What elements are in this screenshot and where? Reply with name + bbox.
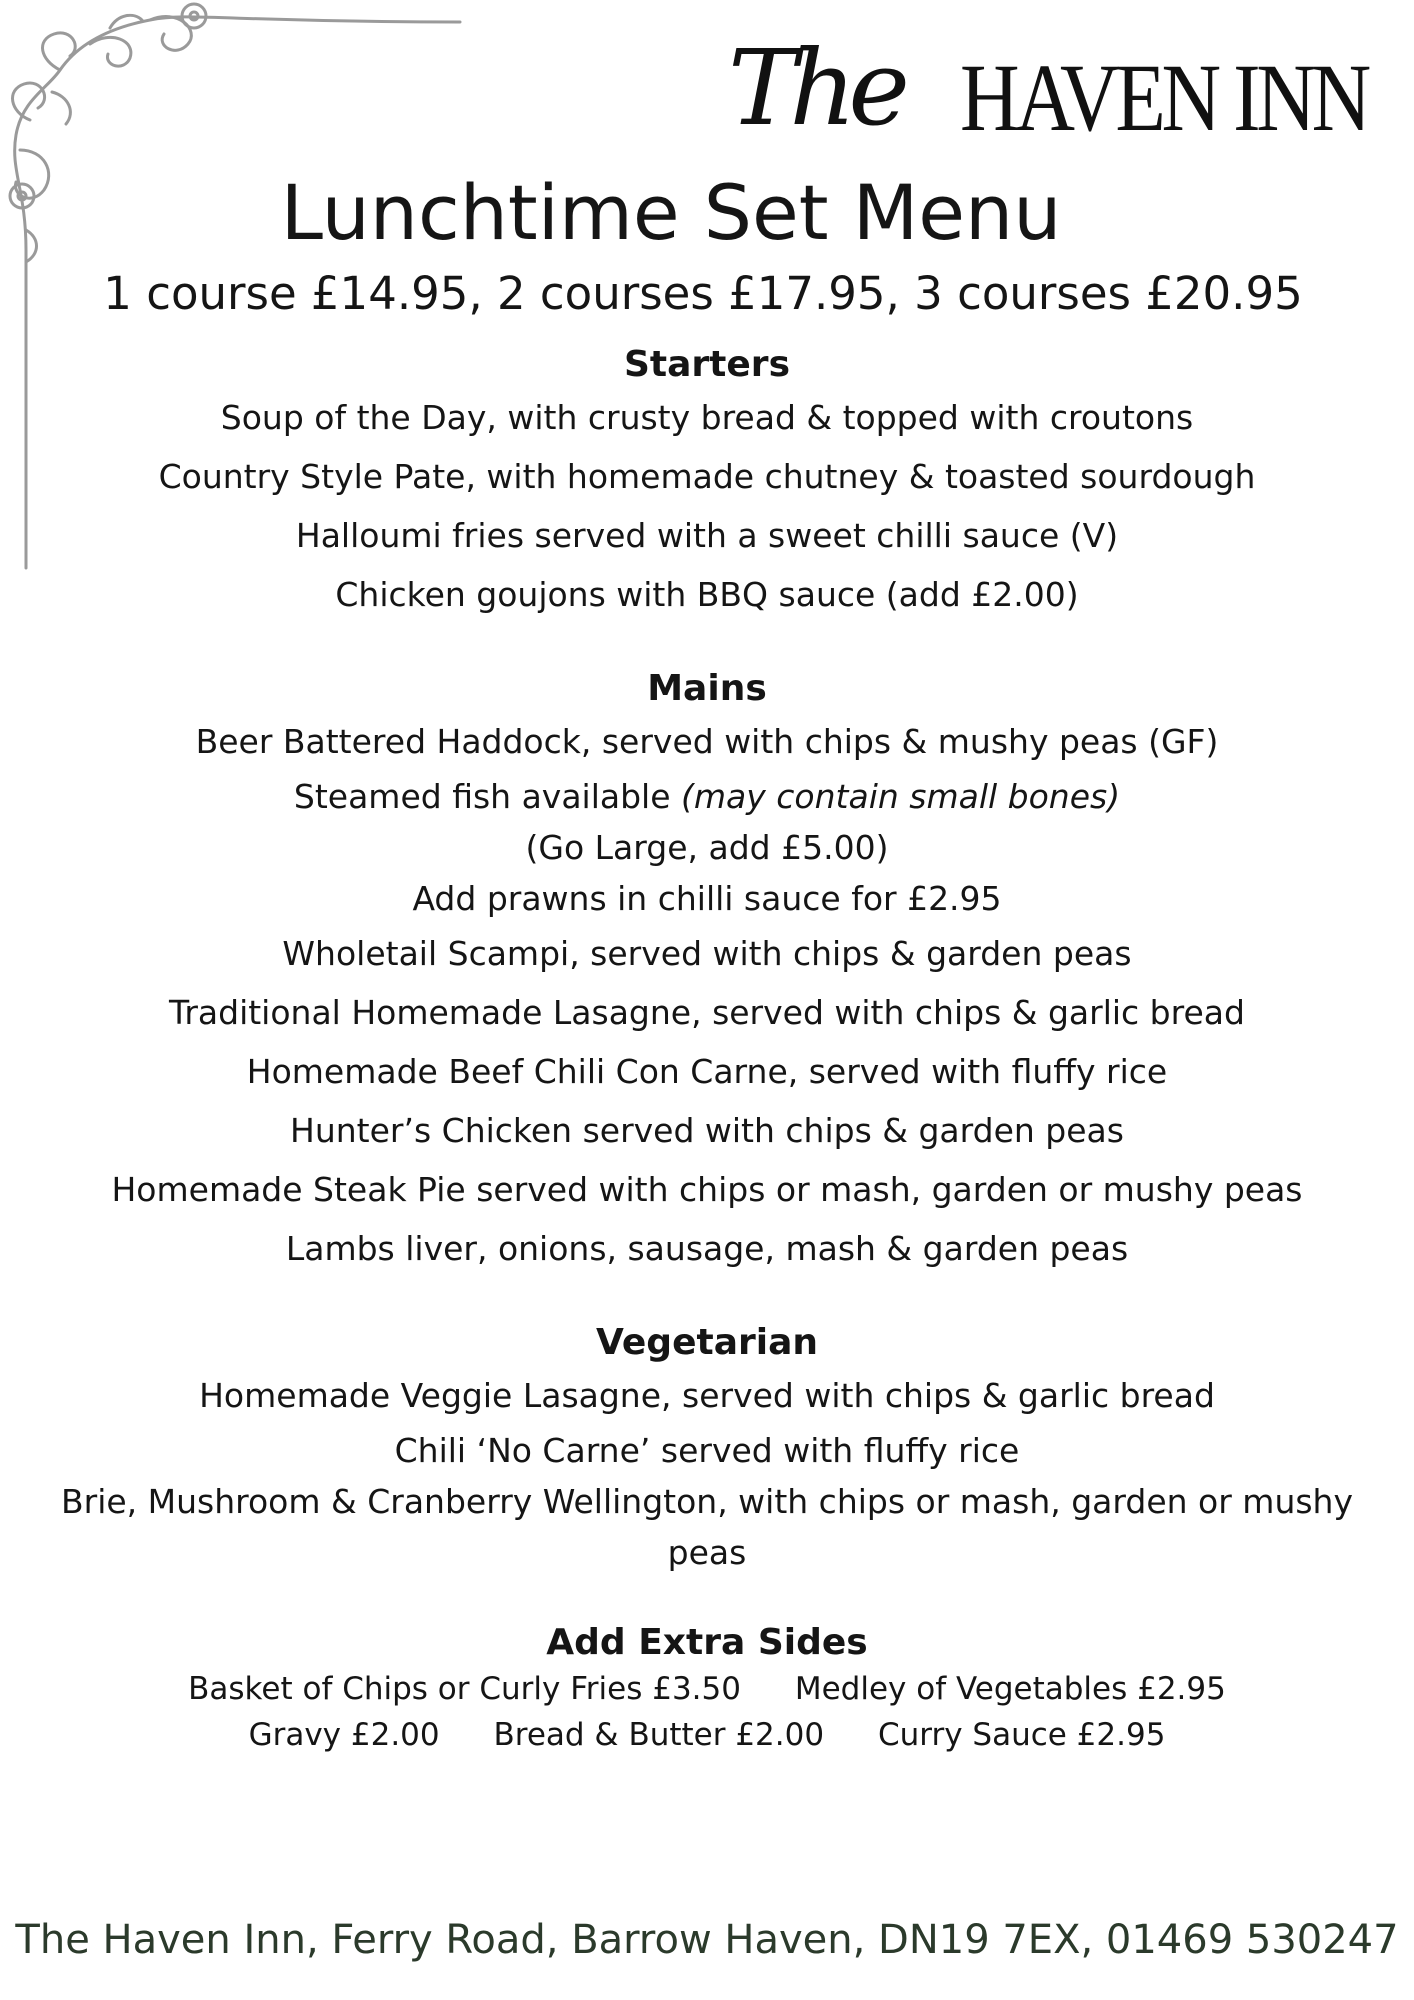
starters-section bbox=[0, 342, 1414, 624]
menu-item: Wholetail Scampi, served with chips & garden peas bbox=[282, 934, 1132, 973]
mains-section bbox=[0, 666, 1414, 1278]
course-prices-text: 1 course £14.95, 2 courses £17.95, 3 courses £20.95 bbox=[103, 267, 1303, 320]
menu-item: Traditional Homemade Lasagne, served with chips & garlic bread bbox=[169, 993, 1245, 1032]
logo-script-text: The bbox=[728, 27, 902, 149]
course-prices bbox=[0, 264, 1414, 324]
logo-caps-text: HAVEN INN bbox=[960, 44, 1367, 151]
haven-inn-logo bbox=[728, 27, 1368, 151]
side-item: Curry Sauce £2.95 bbox=[877, 1717, 1166, 1753]
menu-item: Homemade Beef Chili Con Carne, served with fluffy rice bbox=[246, 1052, 1168, 1091]
menu-title-block bbox=[0, 166, 1414, 260]
menu-item: Beer Battered Haddock, served with chips & mushy peas (GF) bbox=[195, 722, 1219, 761]
menu-item: Halloumi fries served with a sweet chilli sauce (V) bbox=[295, 516, 1119, 555]
menu-item: Country Style Pate, with homemade chutney & toasted sourdough bbox=[158, 457, 1256, 496]
steamed-fish-option bbox=[0, 771, 1414, 822]
sides-row bbox=[0, 1712, 1414, 1758]
side-item: Medley of Vegetables £2.95 bbox=[794, 1671, 1226, 1707]
menu-item: Soup of the Day, with crusty bread & topped with croutons bbox=[220, 398, 1194, 437]
menu-item: Brie, Mushroom & Cranberry Wellington, with chips or mash, garden or mushy peas bbox=[60, 1482, 1353, 1572]
go-large-option: (Go Large, add £5.00) bbox=[525, 828, 889, 867]
steamed-fish-text: Steamed fish available bbox=[293, 777, 671, 816]
vegetarian-heading: Vegetarian bbox=[595, 1322, 818, 1363]
sides-heading: Add Extra Sides bbox=[546, 1622, 868, 1663]
side-item: Gravy £2.00 bbox=[248, 1717, 440, 1753]
page-title: Lunchtime Set Menu bbox=[280, 168, 1062, 257]
footer-address: The Haven Inn, Ferry Road, Barrow Haven, DN19 7EX, 01469 530247 bbox=[15, 1917, 1399, 1963]
menu-item: Homemade Veggie Lasagne, served with chips & garlic bread bbox=[199, 1376, 1215, 1415]
menu-body bbox=[0, 342, 1414, 1758]
menu-item: Hunter’s Chicken served with chips & garden peas bbox=[290, 1111, 1124, 1150]
sides-row bbox=[0, 1666, 1414, 1712]
sides-section bbox=[0, 1620, 1414, 1758]
menu-item: Chicken goujons with BBQ sauce (add £2.00) bbox=[335, 575, 1079, 614]
menu-item: Chili ‘No Carne’ served with fluffy rice bbox=[394, 1431, 1020, 1470]
menu-item: Lambs liver, onions, sausage, mash & garden peas bbox=[285, 1229, 1129, 1268]
menu-item: Homemade Steak Pie served with chips or mash, garden or mushy peas bbox=[111, 1170, 1303, 1209]
side-item: Bread & Butter £2.00 bbox=[493, 1717, 825, 1753]
prawns-option: Add prawns in chilli sauce for £2.95 bbox=[412, 879, 1002, 918]
steamed-fish-note: (may contain small bones) bbox=[681, 777, 1121, 816]
side-item: Basket of Chips or Curly Fries £3.50 bbox=[188, 1671, 741, 1707]
vegetarian-section bbox=[0, 1320, 1414, 1578]
starters-heading: Starters bbox=[624, 344, 790, 385]
mains-heading: Mains bbox=[647, 668, 767, 709]
